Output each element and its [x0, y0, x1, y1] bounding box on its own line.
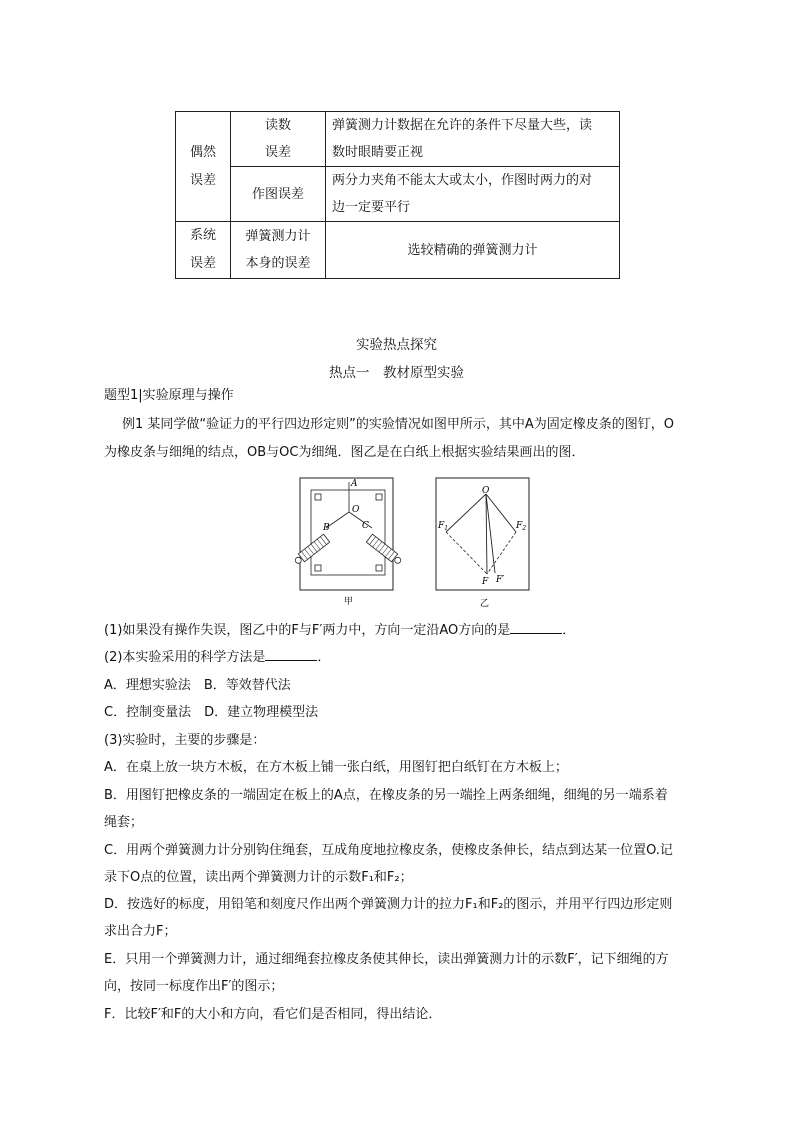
- label-A: A: [351, 479, 358, 489]
- label-F2: $F_2$: [516, 521, 527, 532]
- label-F-prime: F′: [496, 575, 505, 585]
- step-e-line-1: E．只用一个弹簧测力计，通过细绳套拉橡皮条使其伸长，读出弹簧测力计的示数F′，记下细绳的方: [104, 952, 669, 967]
- label-O2: O: [482, 486, 490, 496]
- drawing-error-cell: 作图误差: [231, 167, 326, 222]
- topic-label: 题型1|实验原理与操作: [104, 388, 234, 403]
- label-C: C: [362, 521, 369, 531]
- q2-options-1: A．理想实验法 B．等效替代法: [104, 678, 291, 693]
- instrument-error-cell: 弹簧测力计 本身的误差: [231, 222, 326, 279]
- label-F: F: [482, 577, 489, 587]
- section-title: 实验热点探究: [356, 337, 437, 353]
- q2-options-2: C．控制变量法 D．建立物理模型法: [104, 705, 319, 720]
- label-O: O: [352, 505, 360, 515]
- step-d-line-2: 求出合力F；: [104, 924, 177, 939]
- reading-error-desc: 弹簧测力计数据在允许的条件下尽量大些，读 数时眼睛要正视: [326, 112, 620, 167]
- group-accidental-error: 偶然误差: [176, 112, 231, 222]
- step-b-line-2: 绳套；: [104, 815, 144, 830]
- step-a: A．在桌上放一块方木板，在方木板上铺一张白纸，用图钉把白纸钉在方木板上；: [104, 760, 568, 775]
- drawing-error-desc: 两分力夹角不能太大或太小，作图时两力的对 边一定要平行: [326, 167, 620, 222]
- step-e-line-2: 向，按同一标度作出F′的图示；: [104, 979, 284, 994]
- step-c-line-2: 录下O点的位置，读出两个弹簧测力计的示数F₁和F₂；: [104, 870, 413, 885]
- reading-error-cell: 读数误差: [231, 112, 326, 167]
- caption-yi: 乙: [480, 599, 490, 609]
- experiment-figure: [290, 472, 540, 612]
- example-line-2: 为橡皮条与细绳的结点，OB与OC为细绳．图乙是在白纸上根据实验结果画出的图．: [104, 445, 585, 460]
- question-2: (2)本实验采用的科学方法是 ．: [104, 650, 331, 665]
- answer-blank-2[interactable]: [265, 648, 317, 661]
- label-B: B: [323, 523, 330, 533]
- answer-blank-1[interactable]: [510, 621, 562, 634]
- caption-jia: 甲: [344, 597, 354, 607]
- figure-yi: [436, 478, 529, 609]
- error-table: [175, 111, 620, 279]
- group-system-error: 系统误差: [176, 222, 231, 279]
- question-3: (3)实验时，主要的步骤是：: [104, 733, 266, 748]
- step-d-line-1: D．按选好的标度，用铅笔和刻度尺作出两个弹簧测力计的拉力F₁和F₂的图示，并用平行四边形定则: [104, 897, 673, 912]
- label-F1: $F_1$: [438, 521, 449, 532]
- step-b-line-1: B．用图钉把橡皮条的一端固定在板上的A点，在橡皮条的另一端拴上两条细绳，细绳的另一端系着: [104, 788, 668, 803]
- example-line-1: 例1 某同学做“验证力的平行四边形定则”的实验情况如图甲所示，其中A为固定橡皮条的图钉，O: [122, 417, 674, 432]
- instrument-error-desc: 选较精确的弹簧测力计: [326, 222, 620, 279]
- step-c-line-1: C．用两个弹簧测力计分别钩住绳套，互成角度地拉橡皮条，使橡皮条伸长，结点到达某一位置O.记: [104, 843, 673, 858]
- step-f: F．比较F′和F的大小和方向，看它们是否相同，得出结论．: [104, 1007, 442, 1022]
- question-1: (1)如果没有操作失误，图乙中的F与F′两力中，方向一定沿AO方向的是 ．: [104, 623, 576, 638]
- figure-jia: [293, 478, 403, 607]
- subsection-title: 热点一 教材原型实验: [329, 365, 464, 381]
